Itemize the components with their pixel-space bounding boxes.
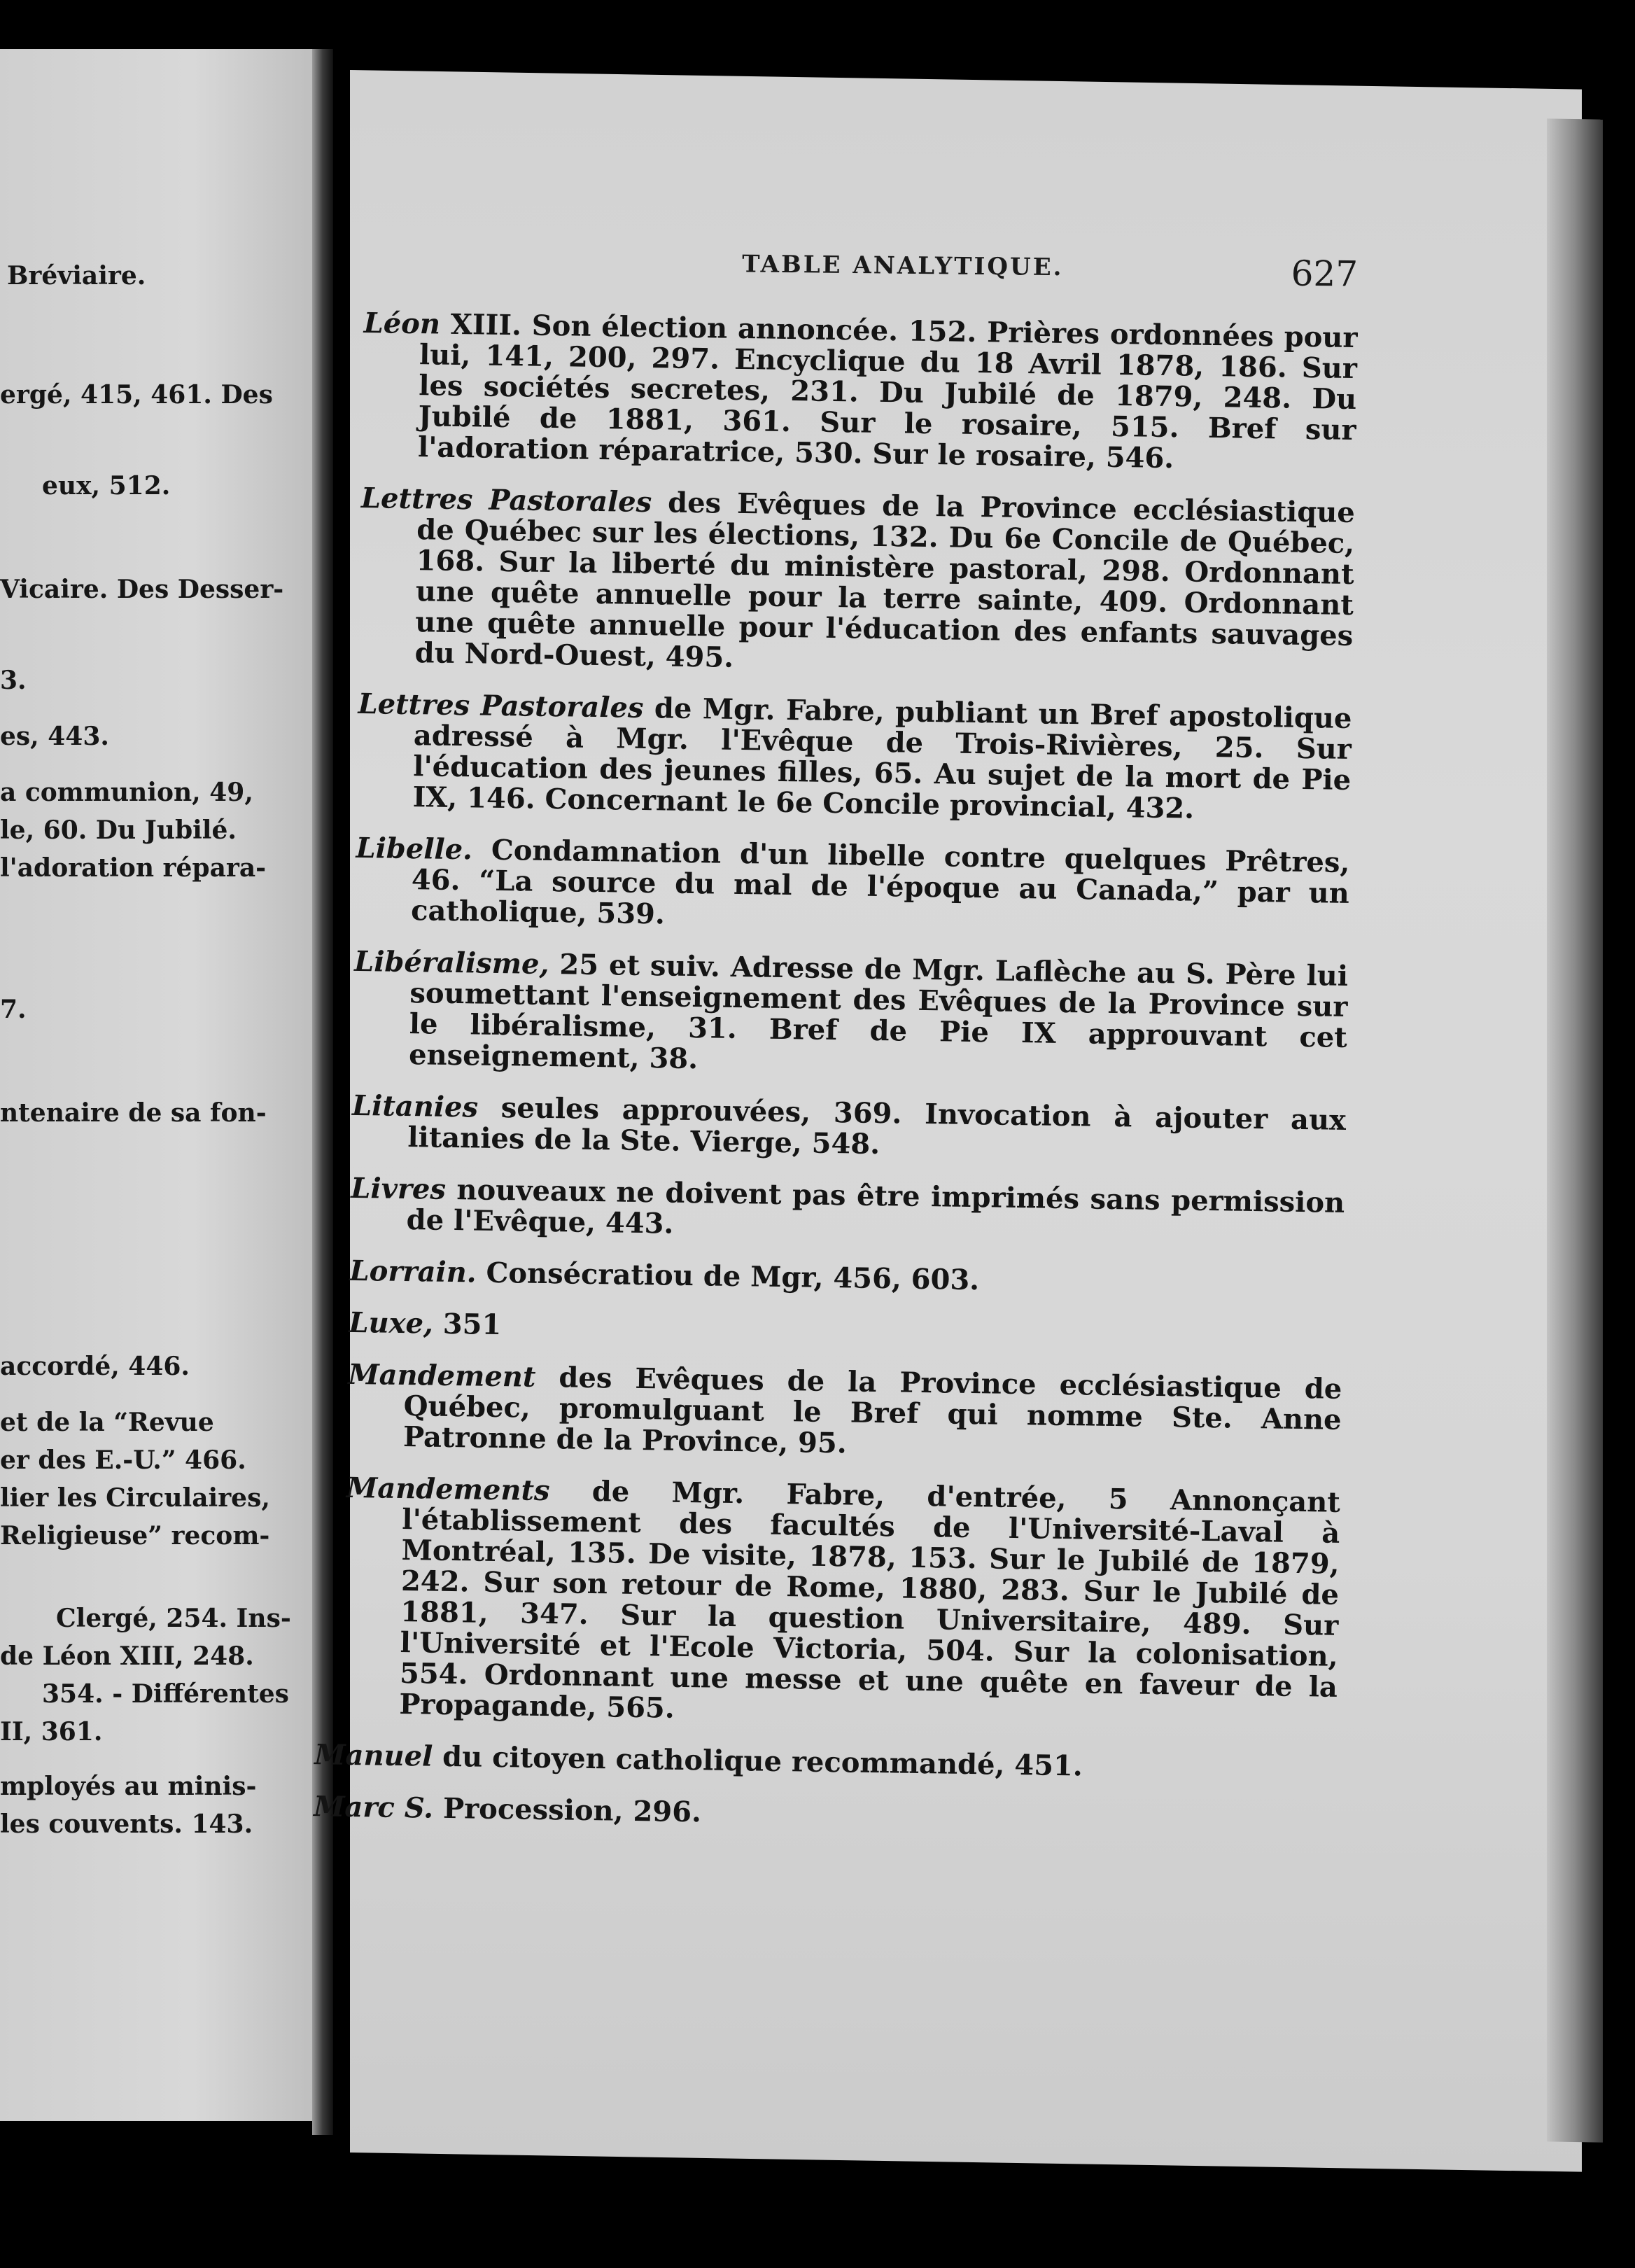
entry-text: 25 et suiv. Adresse de Mgr. Laflèche au S. Père lui soumettant l'enseignement des Evêques de la Province sur le libéralisme, 31. Bref de Pie IX approuvant cet enseignement, 38. (408, 948, 1349, 1076)
index-entry (349, 1308, 1342, 1353)
index-entry (350, 1173, 1345, 1250)
index-entry (351, 1088, 1347, 1167)
left-line: a communion, 49, (0, 778, 253, 807)
left-line: es, 443. (0, 722, 109, 751)
left-line: Religieuse” recom- (0, 1521, 270, 1550)
left-line: II, 361. (0, 1717, 103, 1746)
running-title: TABLE ANALYTIQUE. (741, 250, 1064, 282)
left-line: mployés au minis- (0, 1772, 257, 1801)
left-line: et de la “Revue (0, 1408, 214, 1437)
left-line: accordé, 446. (0, 1352, 190, 1381)
entry-text: Procession, 296. (433, 1791, 702, 1829)
entry-headword: Livres (350, 1171, 447, 1206)
left-line: ergé, 415, 461. Des (0, 380, 273, 410)
index-entry (343, 1473, 1340, 1734)
index-entry (347, 1359, 1342, 1466)
entry-headword: Luxe, (349, 1306, 434, 1340)
entry-text: XIII. Son élection annoncée. 152. Prières ordonnées pour lui, 141, 200, 297. Encyclique du 18 Avril 1878, 186. Sur les sociétés secretes, 231. Du Jubilé de 1879, 248. Du Jubilé de 1881, 361. Sur le rosaire, 515. Bref sur l'adoration réparatrice, 530. Sur le rosaire, 546. (417, 307, 1358, 475)
left-line: l'adoration répara- (0, 853, 267, 883)
index-entry (349, 1256, 1343, 1301)
page-edge (1547, 118, 1603, 2142)
entry-text: Consécratiou de Mgr, 456, 603. (476, 1256, 980, 1297)
entry-headword: Mandements (346, 1471, 550, 1508)
left-line: Clergé, 254. Ins- (56, 1604, 291, 1633)
entry-text: seules approuvées, 369. Invocation à ajouter aux litanies de la Ste. Vierge, 548. (407, 1091, 1347, 1161)
left-line: 3. (0, 666, 27, 695)
entry-text: de Mgr. Fabre, publiant un Bref apostolique adressé à Mgr. l'Evêque de Trois-Rivières, 25. Sur l'éducation des jeunes filles, 65. Au sujet de la mort de Pie IX, 146. Concernant le 6e Concile provincial, 432. (412, 691, 1352, 825)
entry-headword: Lettres Pastorales (360, 481, 652, 519)
page-number: 627 (1291, 253, 1359, 295)
entry-headword: Léon (363, 307, 441, 341)
left-line: 7. (0, 995, 27, 1024)
entry-text: des Evêques de la Province ecclésiastique de Québec sur les élections, 132. Du 6e Concile de Québec, 168. Sur la liberté du ministère pastoral, 298. Ordonnant une quête annuelle pour la terre sainte, 409. Ordonnant une quête annuelle pour l'éducation des enfants sauvages du Nord-Ouest, 495. (414, 486, 1356, 674)
entry-headword: Marc S. (313, 1790, 434, 1825)
left-line: de Léon XIII, 248. (0, 1642, 254, 1671)
left-line: le, 60. Du Jubilé. (0, 816, 237, 845)
left-line: er des E.-U.” 466. (0, 1446, 246, 1475)
left-line: eux, 512. (42, 471, 171, 500)
entry-headword: Lettres Pastorales (358, 687, 644, 724)
entry-headword: Mandement (348, 1357, 536, 1394)
left-line: lier les Circulaires, (0, 1483, 270, 1513)
left-line: Vicaire. Des Desser- (0, 575, 284, 604)
page-header (742, 250, 1359, 305)
index-entry (314, 1791, 1335, 1837)
entry-text: des Evêques de la Province ecclésiastique de Québec, promulguant le Bref qui nomme Ste. Anne Patronne de la Province, 95. (402, 1360, 1342, 1460)
left-line: ntenaire de sa fon- (0, 1098, 267, 1128)
index-entry (362, 308, 1358, 477)
left-line: les couvents. 143. (0, 1809, 253, 1839)
index-entry (358, 483, 1355, 682)
index-entry (355, 833, 1350, 940)
index-entry (353, 946, 1348, 1084)
left-line: 354. - Différentes (42, 1679, 289, 1709)
left-line: Bréviaire. (7, 261, 146, 290)
index-entry (314, 1740, 1336, 1786)
entry-headword: Libéralisme, (353, 944, 549, 981)
entry-headword: Lorrain. (349, 1254, 477, 1289)
entry-text: du citoyen catholique recommandé, 451. (432, 1740, 1083, 1783)
entry-headword: Libelle. (356, 831, 473, 867)
index-entry (356, 689, 1352, 827)
index-entries (313, 307, 1358, 1858)
entry-text: Condamnation d'un libelle contre quelques Prêtres, 46. “La source du mal de l'époque au Canada,” par un catholique, 539. (410, 833, 1350, 931)
entry-headword: Manuel (314, 1738, 433, 1773)
entry-text: de Mgr. Fabre, d'entrée, 5 Annonçant l'établissement des facultés de l'Université-Laval à Montréal, 135. De visite, 1878, 153. Sur le Jubilé de 1879, 242. Sur son retour de Rome, 1880, 283. Sur le Jubilé de 1881, 347. Sur la question Universitaire, 489. Sur l'Université et l'Ecole Victoria, 504. Sur la colonisation, 554. Ordonnant une messe et une quête en faveur de la Propagande, 565. (399, 1474, 1341, 1725)
entry-text: nouveaux ne doivent pas être imprimés sans permission de l'Evêque, 443. (406, 1172, 1345, 1240)
entry-text: 351 (433, 1307, 502, 1342)
entry-headword: Litanies (351, 1088, 479, 1124)
